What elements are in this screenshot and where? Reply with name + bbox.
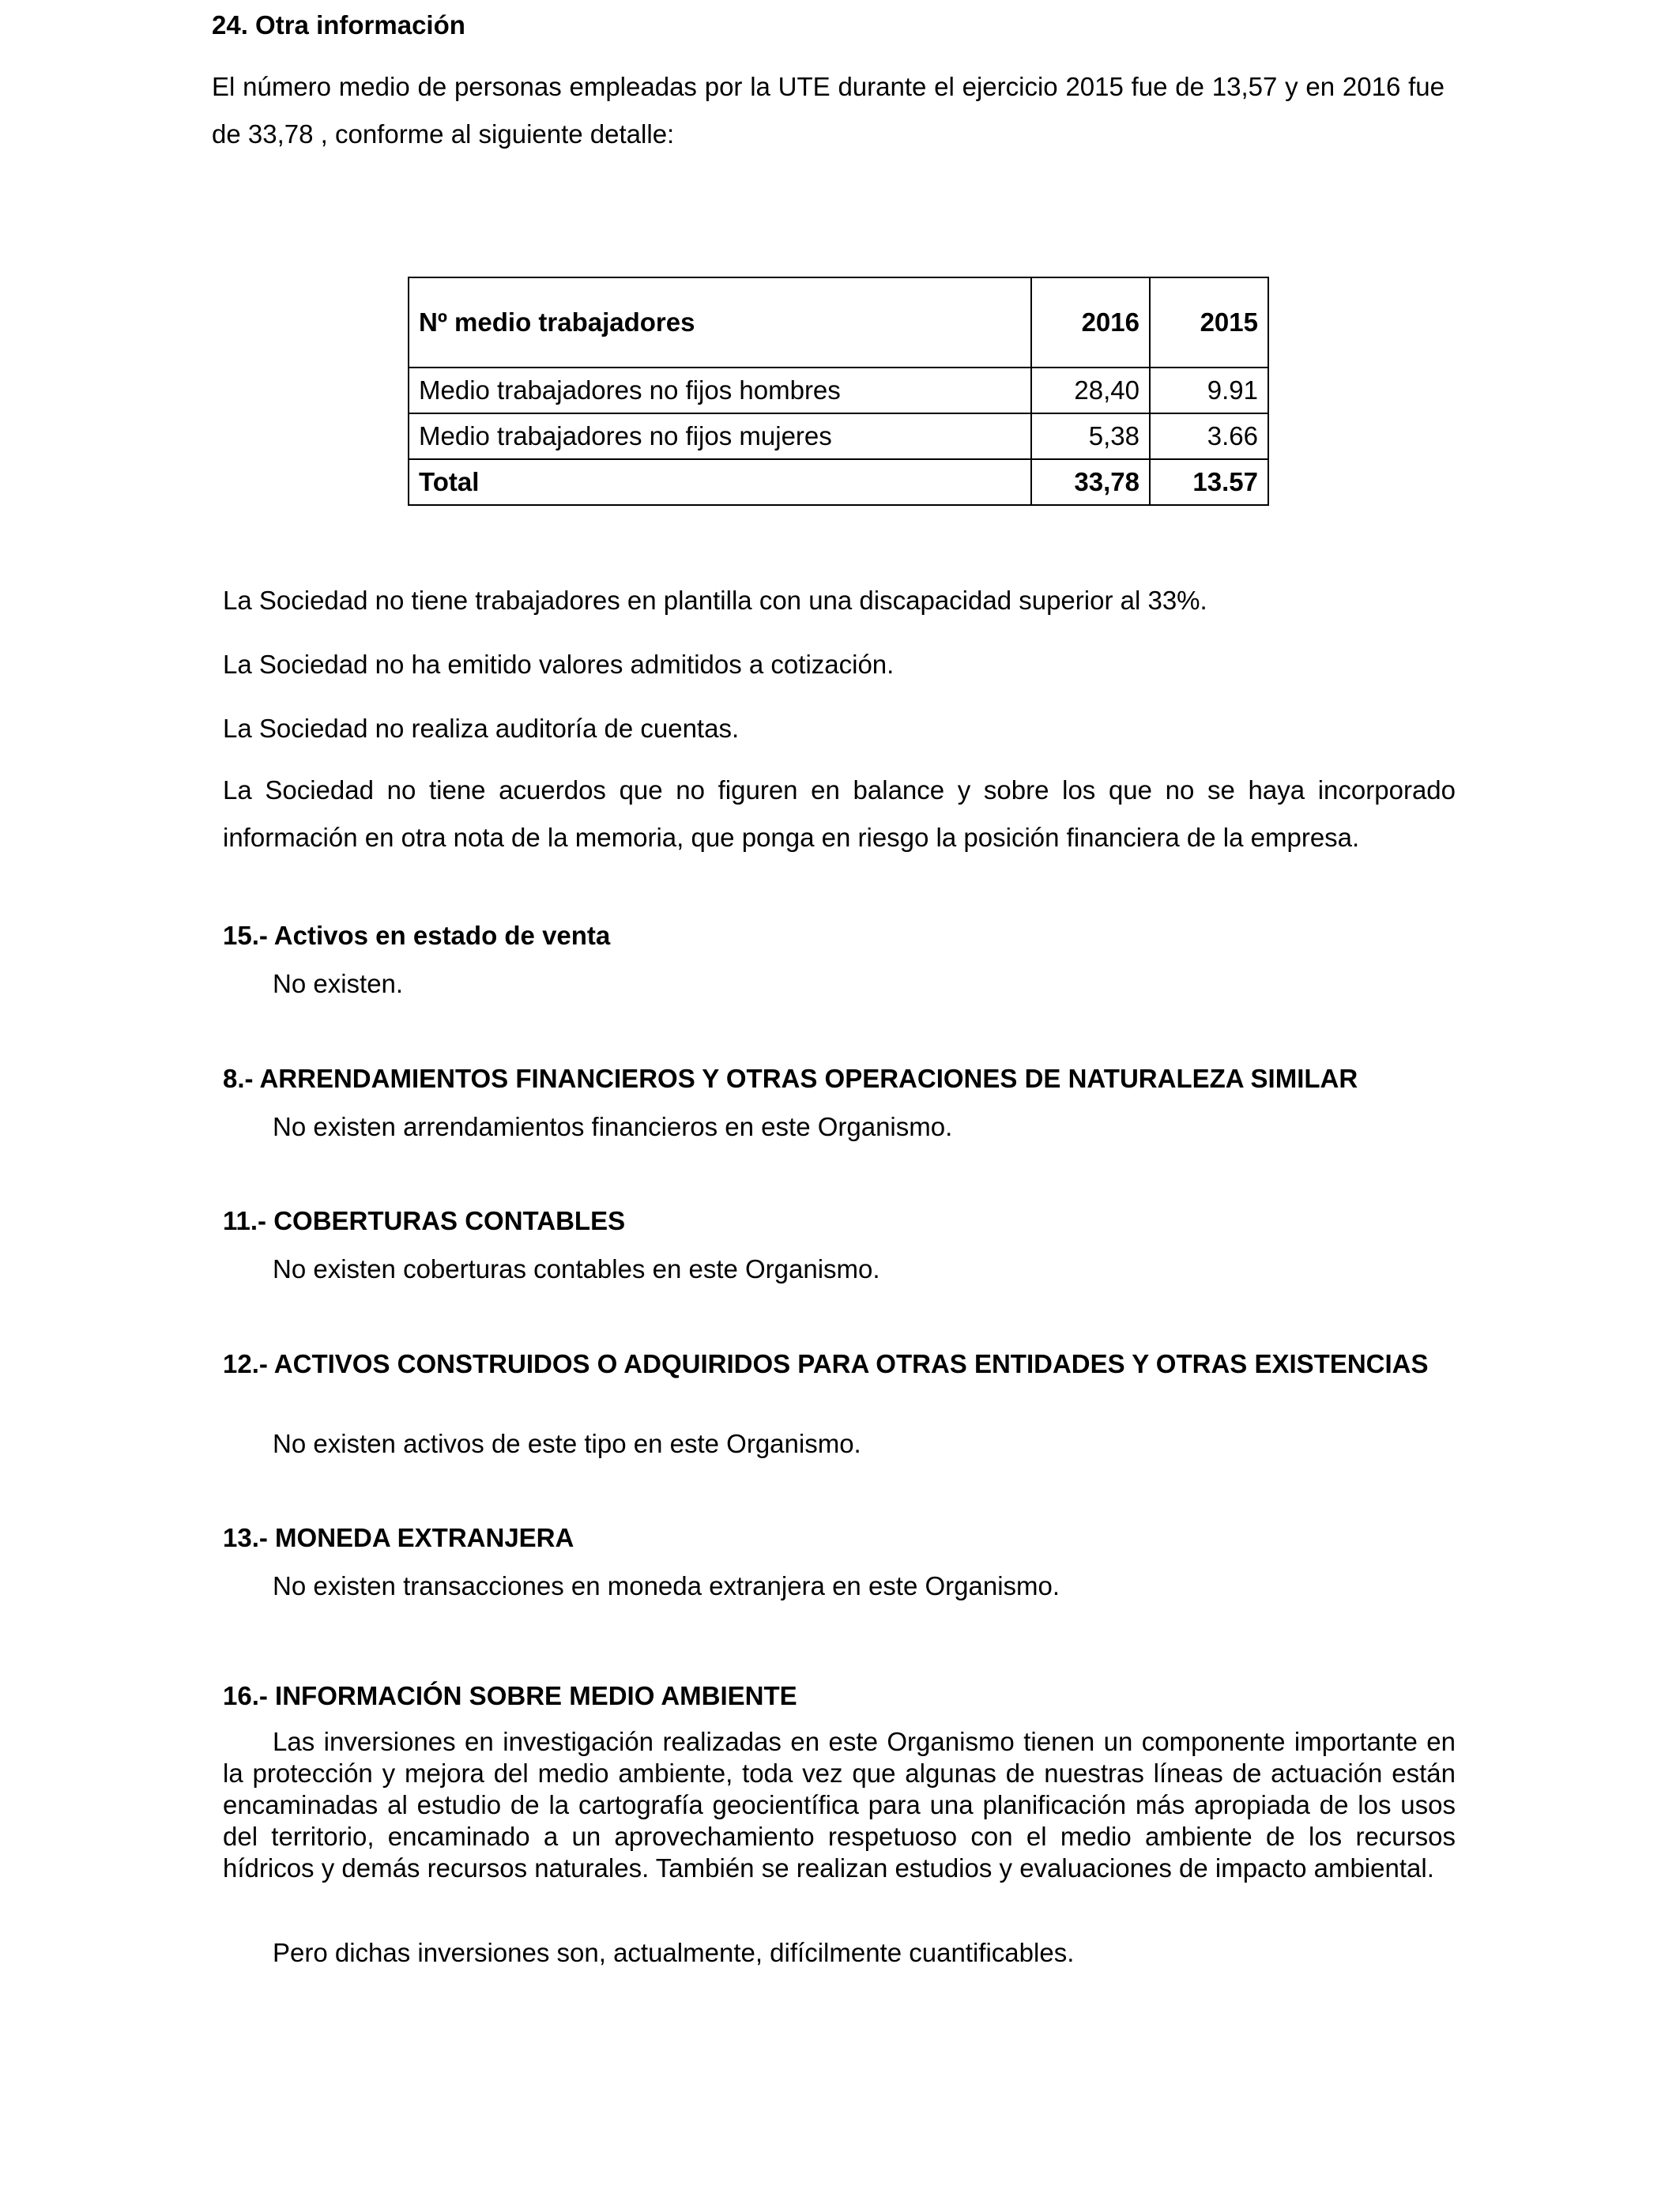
section-13-body: No existen transacciones en moneda extranjera en este Organismo. (273, 1571, 1060, 1600)
section-16-body: Las inversiones en investigación realizadas en este Organismo tienen un componente importante en la protección y mejora del medio ambiente, toda vez que algunas de nuestras líneas de actuación están encaminadas al estudio de la cartografía geocientífica para una planificación más apropiada de los usos del territorio, encaminado a un aprovechamiento respetuoso con el medio ambiente de los recursos hídricos y demás recursos naturales. También se realizan estudios y evaluaciones de impacto ambiental. (223, 1727, 1456, 1883)
table-row (409, 413, 1268, 459)
section-15-body: No existen. (273, 969, 404, 998)
table-cell-2016: 5,38 (1031, 413, 1150, 459)
table-cell-2015: 9.91 (1150, 368, 1268, 413)
section-12-body: No existen activos de este tipo en este Organismo. (273, 1429, 861, 1458)
section-16-heading: 16.- INFORMACIÓN SOBRE MEDIO AMBIENTE (223, 1681, 797, 1710)
section-8-body: No existen arrendamientos financieros en este Organismo. (273, 1112, 953, 1141)
table-cell-label: Medio trabajadores no fijos hombres (409, 368, 1031, 413)
table-total-2016: 33,78 (1031, 459, 1150, 505)
section-11-heading: 11.- COBERTURAS CONTABLES (223, 1206, 626, 1235)
table-header-2015: 2015 (1150, 277, 1268, 368)
table-cell-2016: 28,40 (1031, 368, 1150, 413)
employees-table (408, 277, 1269, 506)
section-12-heading: 12.- ACTIVOS CONSTRUIDOS O ADQUIRIDOS PARA OTRAS ENTIDADES Y OTRAS EXISTENCIAS (223, 1349, 1429, 1378)
section-16-body-2: Pero dichas inversiones son, actualmente, difícilmente cuantificables. (273, 1938, 1075, 1967)
statement-acuerdos: La Sociedad no tiene acuerdos que no figuren en balance y sobre los que no se haya incorporado información en otra nota de la memoria, que ponga en riesgo la posición financiera de la empresa. (223, 775, 1456, 852)
table-total-label: Total (409, 459, 1031, 505)
table-total-2015: 13.57 (1150, 459, 1268, 505)
section-15-heading: 15.- Activos en estado de venta (223, 921, 611, 950)
statement-auditoria: La Sociedad no realiza auditoría de cuentas. (223, 714, 740, 743)
table-header-row (409, 277, 1268, 368)
section-8-heading: 8.- ARRENDAMIENTOS FINANCIEROS Y OTRAS OPERACIONES DE NATURALEZA SIMILAR (223, 1064, 1358, 1093)
table-header-label: Nº medio trabajadores (409, 277, 1031, 368)
section-24-intro: El número medio de personas empleadas por la UTE durante el ejercicio 2015 fue de 13,57 y en 2016 fue de 33,78 , conforme al siguiente detalle: (212, 72, 1445, 149)
table-cell-2015: 3.66 (1150, 413, 1268, 459)
table-total-row (409, 459, 1268, 505)
table-cell-label: Medio trabajadores no fijos mujeres (409, 413, 1031, 459)
section-13-heading: 13.- MONEDA EXTRANJERA (223, 1523, 574, 1552)
table-row (409, 368, 1268, 413)
section-11-body: No existen coberturas contables en este Organismo. (273, 1254, 880, 1284)
statement-discapacidad: La Sociedad no tiene trabajadores en plantilla con una discapacidad superior al 33%. (223, 586, 1207, 615)
statement-valores: La Sociedad no ha emitido valores admitidos a cotización. (223, 650, 895, 679)
table-header-2016: 2016 (1031, 277, 1150, 368)
section-24-heading: 24. Otra información (212, 10, 465, 40)
